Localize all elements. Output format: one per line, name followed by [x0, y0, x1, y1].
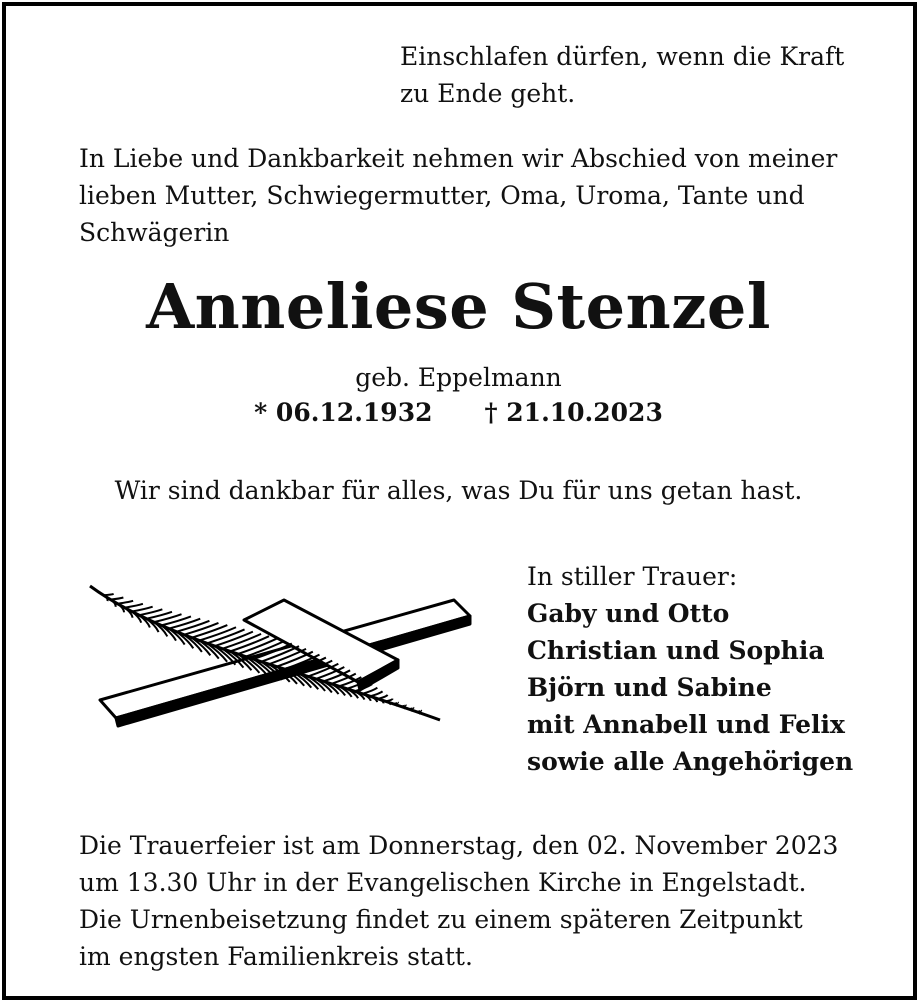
ceremony-line: im engsten Familienkreis statt.	[79, 942, 473, 971]
intro-line: Schwägerin	[79, 218, 230, 247]
palm-frond	[132, 607, 153, 612]
maiden-name: geb. Eppelmann	[355, 363, 562, 392]
palm-frond	[110, 598, 123, 600]
birth-date: * 06.12.1932	[254, 398, 433, 427]
mourner-line: mit Annabell und Felix	[527, 710, 845, 739]
palm-frond	[177, 621, 210, 632]
thanks-line: Wir sind dankbar für alles, was Du für uns getan hast.	[114, 476, 803, 505]
intro-text	[79, 140, 837, 251]
mourners-heading: In stiller Trauer:	[527, 562, 738, 591]
intro-line: lieben Mutter, Schwiegermutter, Oma, Uroma, Tante und	[79, 181, 805, 210]
palm-frond	[169, 619, 200, 629]
motto-quote	[400, 38, 844, 112]
ceremony-info	[79, 827, 838, 975]
palm-frond	[370, 691, 382, 696]
palm-frond	[117, 601, 133, 604]
mourner-line: sowie alle Angehörigen	[527, 747, 854, 776]
death-date: † 21.10.2023	[484, 398, 663, 427]
mourner-line: Christian und Sophia	[527, 636, 825, 665]
ceremony-line: Die Urnenbeisetzung findet zu einem späteren Zeitpunkt	[79, 905, 803, 934]
ceremony-line: Die Trauerfeier ist am Donnerstag, den 02. November 2023	[79, 831, 839, 860]
palm-frond	[378, 695, 388, 699]
palm-frond	[125, 604, 143, 608]
mourner-line: Gaby und Otto	[527, 599, 730, 628]
intro-line: In Liebe und Dankbarkeit nehmen wir Abschied von meiner	[79, 144, 838, 173]
mourner-line: Björn und Sabine	[527, 673, 772, 702]
motto-line: Einschlafen dürfen, wenn die Kraft	[400, 42, 845, 71]
motto-line: zu Ende geht.	[400, 79, 576, 108]
ceremony-line: um 13.30 Uhr in der Evangelischen Kirche in Engelstadt.	[79, 868, 807, 897]
deceased-name: Anneliese Stenzel	[146, 270, 771, 343]
life-dates	[0, 396, 917, 430]
cross-with-palm-leaf-icon	[86, 572, 476, 737]
mourners-block	[527, 558, 853, 780]
palm-frond	[117, 604, 124, 613]
